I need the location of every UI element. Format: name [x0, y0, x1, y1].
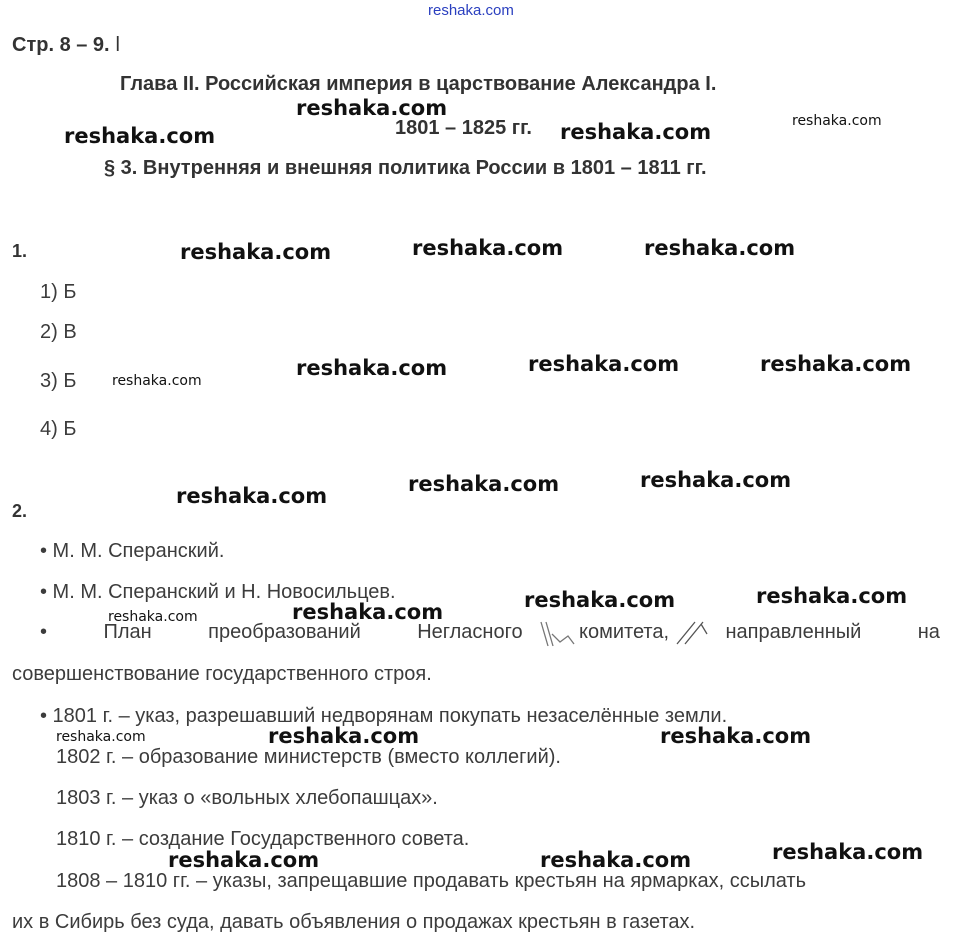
task2-item-4-line-1: 1802 г. – образование министерств (вместо коллегий). [56, 746, 561, 768]
watermark: reshaka.com [528, 352, 680, 376]
watermark: reshaka.com [64, 124, 216, 148]
watermark: reshaka.com [772, 840, 924, 864]
site-watermark-top: reshaka.com [428, 2, 514, 19]
word: на [917, 621, 940, 643]
task2-item-4-continuation: их в Сибирь без суда, давать объявления о продажах крестьян в газетах. [12, 911, 696, 933]
task2-item-3-continuation: совершенствование государственного строя. [12, 663, 432, 685]
task2-item-4-line-2: 1803 г. – указ о «вольных хлебопашцах». [56, 787, 438, 809]
page-reference [12, 34, 120, 57]
watermark: reshaka.com [644, 236, 796, 260]
watermark-small: reshaka.com [792, 113, 882, 129]
watermark-small: reshaka.com [108, 609, 198, 625]
chapter-years: 1801 – 1825 гг. [395, 117, 532, 139]
section-title: § 3. Внутренняя и внешняя политика России в 1801 – 1811 гг. [104, 157, 707, 179]
watermark: reshaka.com [268, 724, 420, 748]
task2-number: 2. [12, 501, 28, 521]
word: преобразований [208, 621, 361, 643]
word: План [103, 621, 152, 643]
task1-answer-3: 3) Б [40, 370, 77, 392]
watermark: reshaka.com [176, 484, 328, 508]
watermark: reshaka.com [660, 724, 812, 748]
task1-answer-4: 4) Б [40, 418, 77, 440]
chapter-title: Глава II. Российская империя в царствование Александра I. [120, 73, 717, 95]
task1-number: 1. [12, 241, 28, 261]
watermark: reshaka.com [180, 240, 332, 264]
bullet: • [40, 621, 48, 643]
watermark: reshaka.com [640, 468, 792, 492]
task2-item-4-line-3: 1810 г. – создание Государственного совета. [56, 828, 470, 850]
watermark-small: reshaka.com [112, 373, 202, 389]
watermark: reshaka.com [540, 848, 692, 872]
scribble-mark [673, 618, 713, 648]
word: Негласного [417, 621, 523, 643]
watermark: reshaka.com [296, 356, 448, 380]
task2-item-2: • М. М. Сперанский и Н. Новосильцев. [40, 581, 396, 603]
watermark: reshaka.com [412, 236, 564, 260]
task1-answer-1: 1) Б [40, 281, 77, 303]
watermark: reshaka.com [168, 848, 320, 872]
task2-item-4-first: • 1801 г. – указ, разрешавший недворянам покупать незаселённые земли. [40, 705, 728, 727]
watermark: reshaka.com [524, 588, 676, 612]
task2-item-1: • М. М. Сперанский. [40, 540, 225, 562]
watermark: reshaka.com [408, 472, 560, 496]
word: комитета, [579, 621, 670, 643]
scribble-mark [538, 618, 578, 652]
task1-answer-2: 2) В [40, 321, 77, 343]
watermark: reshaka.com [756, 584, 908, 608]
task2-item-4-line-4: 1808 – 1810 гг. – указы, запрещавшие продавать крестьян на ярмарках, ссылать [56, 870, 806, 892]
word: направленный [725, 621, 862, 643]
watermark: reshaka.com [292, 600, 444, 624]
watermark: reshaka.com [296, 96, 448, 120]
watermark-small: reshaka.com [56, 729, 146, 745]
watermark: reshaka.com [560, 120, 712, 144]
watermark: reshaka.com [760, 352, 912, 376]
page-reference-text: Стр. 8 – 9. [12, 34, 116, 56]
cursor-mark: ǀ [115, 34, 121, 56]
